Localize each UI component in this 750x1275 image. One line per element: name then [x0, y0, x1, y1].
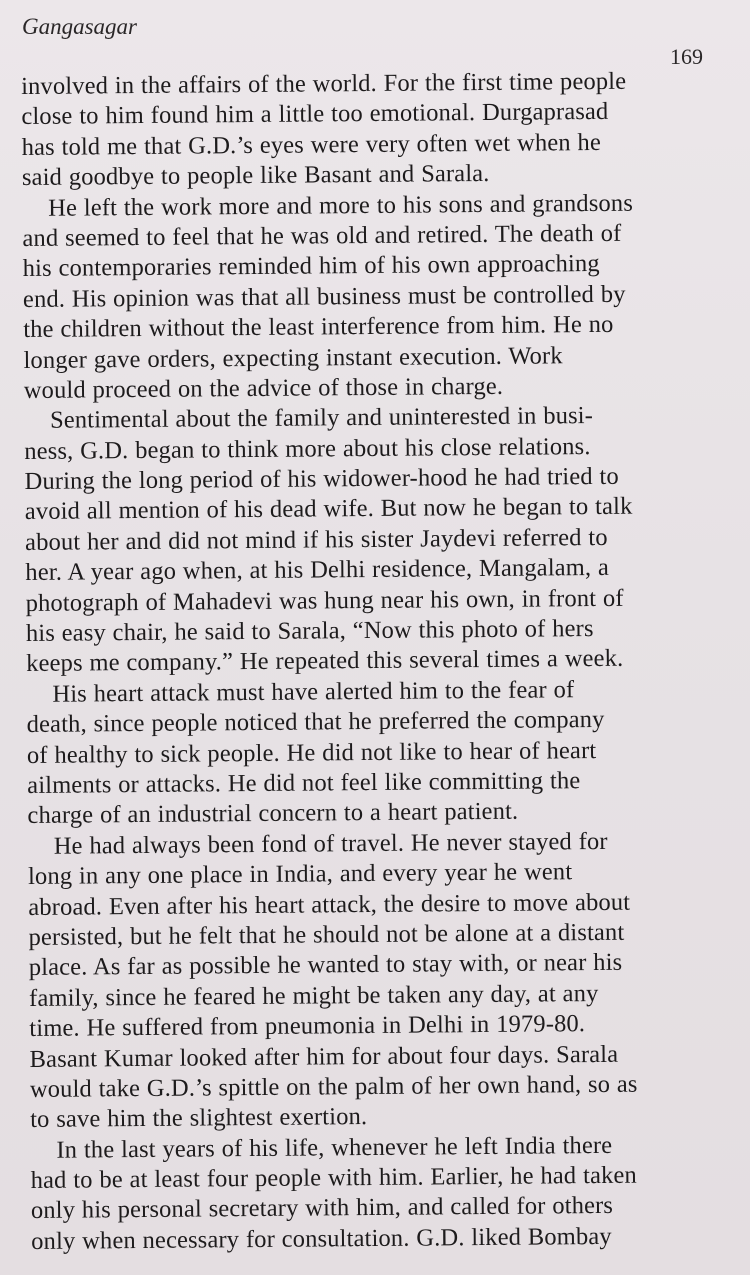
text-line: Basant Kumar looked after him for about four days. Sarala: [29, 1040, 619, 1073]
text-line: involved in the affairs of the world. For the first time people: [21, 67, 627, 100]
text-line: and seemed to feel that he was old and retired. The death of: [22, 219, 622, 252]
text-line: his contemporaries reminded him of his own approaching: [22, 250, 600, 283]
text-line: his easy chair, he said to Sarala, “Now this photo of hers: [25, 615, 594, 648]
paragraph-3: [24, 400, 734, 680]
text-line: has told me that G.D.’s eyes were very often wet when he: [21, 128, 602, 161]
text-line: her. A year ago when, at his Delhi residence, Mangalam, a: [25, 554, 610, 587]
text-line: had to be at least four people with him. Earlier, he had taken: [30, 1161, 637, 1195]
paragraph-5: [28, 826, 739, 1136]
text-line: only his personal secretary with him, and called for others: [30, 1192, 614, 1225]
text-line: His heart attack must have alerted him to the fear of: [52, 676, 575, 708]
text-line: would proceed on the advice of those in charge.: [23, 372, 504, 404]
text-line: avoid all mention of his dead wife. But now he began to talk: [24, 493, 633, 526]
paragraph-6: [30, 1129, 739, 1257]
text-line: death, since people noticed that he preferred the company: [26, 706, 605, 739]
paragraph-1: [21, 66, 730, 194]
text-line: photograph of Mahadevi was hung near his own, in front of: [25, 584, 624, 617]
text-line: family, since he feared he might be taken any day, at any: [28, 979, 599, 1012]
text-line: charge of an industrial concern to a heart patient.: [27, 798, 519, 830]
text-line: He had always been fond of travel. He never stayed for: [53, 827, 608, 860]
text-line: abroad. Even after his heart attack, the desire to move about: [28, 888, 631, 921]
running-head: Gangasagar: [22, 14, 138, 39]
text-line: close to him found him a little too emotional. Durgaprasad: [21, 98, 609, 131]
text-line: time. He suffered from pneumonia in Delhi in 1979-80.: [29, 1010, 586, 1043]
text-line: end. His opinion was that all business must be controlled by: [22, 280, 626, 313]
text-line: ailments or attacks. He did not feel like committing the: [27, 767, 581, 799]
paragraph-2: [22, 187, 732, 406]
text-line: to save him the slightest exertion.: [30, 1103, 368, 1134]
text-line: persisted, but he felt that he should not be alone at a distant: [28, 918, 625, 951]
text-line: long in any one place in India, and every year he went: [27, 858, 573, 891]
text-line: During the long period of his widower-hood he had tried to: [24, 462, 619, 496]
text-line: keeps me company.” He repeated this several times a week.: [26, 645, 624, 678]
text-line: ness, G.D. began to think more about his close relations.: [24, 432, 591, 465]
text-line: of healthy to sick people. He did not like to hear of heart: [26, 736, 597, 769]
text-line: only when necessary for consultation. G.D. liked Bombay: [31, 1222, 612, 1255]
text-line: He left the work more and more to his sons and grandsons: [48, 189, 634, 222]
paragraph-4: [26, 674, 735, 832]
text-line: would take G.D.’s spittle on the palm of her own hand, so as: [29, 1070, 638, 1103]
text-line: Sentimental about the family and uninterested in busi-: [49, 402, 594, 435]
text-line: longer gave orders, expecting instant execution. Work: [23, 341, 563, 374]
text-line: In the last years of his life, whenever he left India there: [56, 1131, 613, 1164]
text-line: the children without the least interference from him. He no: [23, 310, 614, 344]
body-text: [21, 66, 740, 1275]
text-line: about her and did not mind if his sister Jaydevi referred to: [24, 523, 608, 556]
page-number: 169: [670, 44, 703, 69]
text-line: place. As far as possible he wanted to stay with, or near his: [28, 949, 623, 982]
text-line: said goodbye to people like Basant and Sarala.: [21, 160, 490, 192]
